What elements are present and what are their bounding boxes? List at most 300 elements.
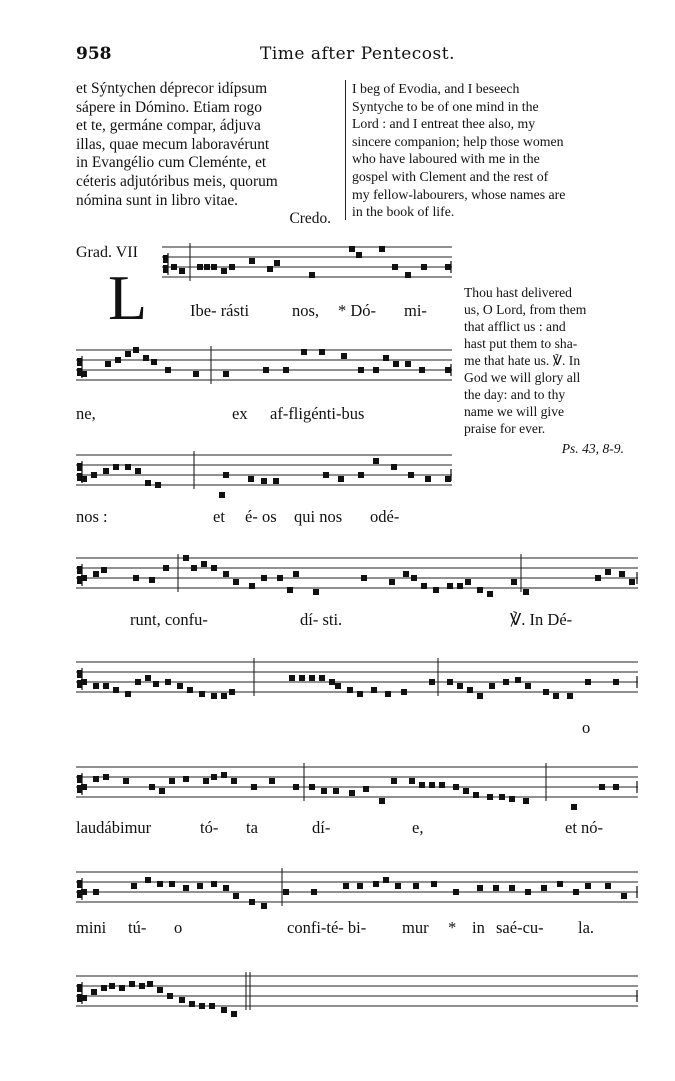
translation-line: hast put them to sha-	[464, 336, 578, 351]
neume	[445, 476, 451, 482]
translation-line: praise for ever.	[464, 421, 546, 436]
neume	[373, 458, 379, 464]
neume	[457, 683, 463, 689]
neume	[209, 1003, 215, 1009]
neume	[223, 571, 229, 577]
lyric-syllable: dí- sti.	[300, 610, 343, 629]
neume	[358, 472, 364, 478]
neume	[211, 565, 217, 571]
translation-line: Thou hast delivered	[464, 285, 572, 300]
neume	[309, 272, 315, 278]
neume	[445, 264, 451, 270]
neume	[131, 883, 137, 889]
neume	[385, 691, 391, 697]
lyric-syllable: tó-	[200, 818, 219, 837]
neume	[338, 476, 344, 482]
neume	[283, 367, 289, 373]
neume	[341, 353, 347, 359]
latin-line: et Sýntychen déprecor idípsum	[76, 80, 268, 97]
english-line: sincere companion; help those women	[352, 133, 564, 149]
neume	[289, 675, 295, 681]
neume	[81, 679, 87, 685]
neume	[249, 258, 255, 264]
neume	[273, 478, 279, 484]
column-divider	[345, 80, 346, 220]
neume	[115, 357, 121, 363]
neume	[525, 889, 531, 895]
neume	[293, 571, 299, 577]
gradual-translation	[464, 284, 642, 457]
lyric-syllable: ℣. In Dé-	[510, 610, 573, 629]
lyric-syllable: o	[582, 718, 591, 737]
neume	[433, 587, 439, 593]
lyric-syllable: qui nos	[294, 507, 343, 526]
neume	[229, 264, 235, 270]
lyric-syllable: et	[213, 507, 225, 526]
neume	[293, 784, 299, 790]
neume	[125, 464, 131, 470]
latin-line: illas, quae mecum laboravérunt	[76, 135, 270, 153]
english-line: Syntyche to be of one mind in the	[352, 98, 539, 114]
chant-staff	[162, 237, 452, 289]
neume	[309, 675, 315, 681]
neume	[233, 893, 239, 899]
neume	[599, 784, 605, 790]
neume	[509, 796, 515, 802]
neume	[231, 1011, 237, 1017]
neume	[453, 889, 459, 895]
lyric-syllable: la.	[578, 918, 595, 937]
neume	[113, 687, 119, 693]
neume	[221, 1007, 227, 1013]
neume	[211, 774, 217, 780]
neume	[523, 798, 529, 804]
neume	[221, 772, 227, 778]
neume	[357, 883, 363, 889]
neume	[557, 881, 563, 887]
lyric-syllable: Ibe- rásti	[190, 301, 250, 320]
gradual-label: Grad. VII	[76, 244, 138, 261]
lyric-syllable: ta	[246, 818, 258, 837]
neume	[343, 883, 349, 889]
neume	[81, 889, 87, 895]
latin-line: céteris adjutóribus meis, quorum	[76, 172, 278, 190]
neume	[119, 985, 125, 991]
neume	[321, 788, 327, 794]
neume	[223, 885, 229, 891]
neume	[429, 679, 435, 685]
neume	[103, 683, 109, 689]
neume	[503, 679, 509, 685]
chant-staff	[76, 445, 452, 497]
neume	[147, 981, 153, 987]
neume	[149, 784, 155, 790]
neume	[169, 881, 175, 887]
english-line: Lord : and I entreat thee also, my	[352, 116, 536, 132]
neume	[447, 583, 453, 589]
neume	[81, 784, 87, 790]
neume	[613, 784, 619, 790]
neume	[383, 877, 389, 883]
neume	[419, 782, 425, 788]
neume	[123, 778, 129, 784]
clef-mark	[77, 880, 82, 888]
neume	[361, 575, 367, 581]
chant-staff	[76, 757, 638, 809]
english-text-column	[352, 80, 642, 221]
neume	[169, 778, 175, 784]
neume	[309, 784, 315, 790]
neume	[153, 681, 159, 687]
neume	[605, 883, 611, 889]
english-line: my fellow-labourers, whose names are	[352, 186, 566, 202]
neume	[371, 687, 377, 693]
lyric-syllable: * Dó-	[338, 301, 377, 320]
neume	[139, 983, 145, 989]
neume	[515, 677, 521, 683]
neume	[113, 464, 119, 470]
neume	[233, 579, 239, 585]
neume	[219, 492, 225, 498]
neume	[319, 349, 325, 355]
neume	[543, 689, 549, 695]
neume	[358, 367, 364, 373]
lyric-syllable: o	[174, 918, 183, 937]
neume	[477, 693, 483, 699]
lyric-syllable: dí-	[312, 818, 331, 837]
neume	[155, 482, 161, 488]
neume	[403, 571, 409, 577]
neume	[619, 571, 625, 577]
neume	[261, 478, 267, 484]
neume	[165, 679, 171, 685]
neume	[183, 885, 189, 891]
chant-staff	[76, 966, 638, 1018]
neume	[211, 264, 217, 270]
neume	[277, 575, 283, 581]
english-line: who have laboured with me in the	[352, 151, 540, 167]
latin-text-column	[76, 80, 341, 229]
neume	[445, 367, 451, 373]
lyric-syllable: confi-té- bi-	[287, 918, 367, 937]
lyric-syllable: et nó-	[565, 818, 604, 837]
neume	[91, 989, 97, 995]
neume	[231, 778, 237, 784]
neume	[585, 679, 591, 685]
neume	[429, 782, 435, 788]
english-line: in the book of life.	[352, 204, 455, 220]
neume	[183, 776, 189, 782]
latin-line: sápere in Dómino. Etiam rogo	[76, 98, 262, 116]
neume	[391, 464, 397, 470]
neume	[287, 587, 293, 593]
lyric-syllable: mini	[76, 918, 107, 937]
neume	[171, 264, 177, 270]
neume	[363, 786, 369, 792]
neume	[163, 565, 169, 571]
lyric-syllable: nos,	[292, 301, 320, 320]
neume	[335, 683, 341, 689]
neume	[133, 575, 139, 581]
lyric-syllable: e,	[412, 818, 424, 837]
neume	[313, 589, 319, 595]
neume	[421, 583, 427, 589]
lyric-syllable: mur	[402, 918, 429, 937]
neume	[81, 476, 87, 482]
neume	[477, 587, 483, 593]
neume	[489, 683, 495, 689]
clef-mark	[77, 775, 82, 783]
neume	[145, 877, 151, 883]
neume	[329, 679, 335, 685]
neume	[197, 264, 203, 270]
neume	[405, 361, 411, 367]
clef-mark	[163, 255, 168, 263]
translation-line: God we will glory all	[464, 370, 581, 385]
lyric-syllable: *	[448, 918, 457, 937]
neume	[311, 889, 317, 895]
neume	[401, 689, 407, 695]
initial-letter: L	[108, 262, 148, 333]
neume	[249, 899, 255, 905]
neume	[357, 691, 363, 697]
neume	[157, 987, 163, 993]
neume	[525, 683, 531, 689]
neume	[248, 476, 254, 482]
neume	[409, 778, 415, 784]
translation-line: me that hate us. ℣. In	[464, 353, 581, 368]
neume	[91, 472, 97, 478]
neume	[105, 361, 111, 367]
clef-mark	[77, 984, 82, 992]
neume	[411, 575, 417, 581]
neume	[487, 591, 493, 597]
neume	[567, 693, 573, 699]
neume	[93, 889, 99, 895]
neume	[267, 266, 273, 272]
neume	[159, 788, 165, 794]
neume	[323, 472, 329, 478]
neume	[101, 985, 107, 991]
chant-staff	[76, 548, 638, 600]
neume	[467, 687, 473, 693]
lyric-syllable: é- os	[245, 507, 277, 526]
lyric-syllable: tú-	[128, 918, 147, 937]
neume	[319, 675, 325, 681]
neume	[151, 359, 157, 365]
neume	[203, 778, 209, 784]
neume	[487, 794, 493, 800]
neume	[221, 693, 227, 699]
neume	[274, 260, 280, 266]
neume	[189, 1001, 195, 1007]
neume	[197, 883, 203, 889]
neume	[149, 577, 155, 583]
neume	[135, 468, 141, 474]
neume	[405, 272, 411, 278]
neume	[299, 675, 305, 681]
translation-line: name we will give	[464, 404, 565, 419]
translation-line: that afflict us : and	[464, 319, 566, 334]
neume	[167, 993, 173, 999]
neume	[93, 776, 99, 782]
neume	[251, 784, 257, 790]
chant-staff	[76, 862, 638, 914]
neume	[199, 691, 205, 697]
neume	[493, 885, 499, 891]
neume	[425, 476, 431, 482]
neume	[465, 579, 471, 585]
neume	[263, 367, 269, 373]
lyric-syllable: af-fligénti-bus	[270, 404, 365, 423]
neume	[439, 782, 445, 788]
neume	[379, 246, 385, 252]
neume	[211, 881, 217, 887]
neume	[135, 679, 141, 685]
neume	[229, 689, 235, 695]
latin-line: nómina sunt in libro vitae.	[76, 191, 239, 209]
neume	[477, 885, 483, 891]
neume	[143, 355, 149, 361]
neume	[391, 778, 397, 784]
neume	[199, 1003, 205, 1009]
neume	[447, 679, 453, 685]
neume	[431, 881, 437, 887]
neume	[165, 367, 171, 373]
neume	[393, 361, 399, 367]
neume	[283, 889, 289, 895]
neume	[221, 268, 227, 274]
neume	[473, 792, 479, 798]
neume	[571, 804, 577, 810]
neume	[553, 693, 559, 699]
neume	[392, 264, 398, 270]
lyric-syllable: mi-	[404, 301, 427, 320]
neume	[145, 675, 151, 681]
neume	[129, 981, 135, 987]
neume	[93, 683, 99, 689]
neume	[373, 367, 379, 373]
clef-mark	[77, 463, 82, 471]
psalm-reference: Ps. 43, 8-9.	[561, 441, 624, 456]
neume	[179, 997, 185, 1003]
credo-rubric: Credo.	[289, 210, 331, 228]
neume	[356, 252, 362, 258]
lyric-syllable: odé-	[370, 507, 400, 526]
english-line: gospel with Clement and the rest of	[352, 168, 549, 184]
lyric-syllable: runt, confu-	[130, 610, 208, 629]
neume	[621, 893, 627, 899]
clef-mark	[77, 566, 82, 574]
neume	[463, 788, 469, 794]
neume	[613, 679, 619, 685]
neume	[93, 571, 99, 577]
lyric-syllable: ex	[232, 404, 248, 423]
lyric-syllable: in	[472, 918, 485, 937]
neume	[301, 349, 307, 355]
neume	[204, 264, 210, 270]
neume	[191, 565, 197, 571]
neume	[81, 371, 87, 377]
lyric-syllable: saé-cu-	[496, 918, 544, 937]
neume	[373, 881, 379, 887]
lyric-syllable: ne,	[76, 404, 96, 423]
chant-staff	[76, 340, 452, 392]
latin-line: in Evangélio cum Cleménte, et	[76, 154, 267, 172]
lyric-syllable: laudábimur	[76, 818, 152, 837]
neume	[413, 883, 419, 889]
neume	[183, 555, 189, 561]
neume	[541, 885, 547, 891]
neume	[585, 883, 591, 889]
neume	[595, 575, 601, 581]
neume	[261, 575, 267, 581]
neume	[509, 885, 515, 891]
neume	[125, 351, 131, 357]
clef-mark	[163, 265, 168, 273]
neume	[347, 687, 353, 693]
neume	[133, 347, 139, 353]
neume	[511, 579, 517, 585]
neume	[177, 683, 183, 689]
neume	[383, 355, 389, 361]
neume	[523, 589, 529, 595]
neume	[457, 583, 463, 589]
neume	[157, 881, 163, 887]
neume	[81, 995, 87, 1001]
neume	[109, 983, 115, 989]
clef-mark	[77, 670, 82, 678]
neume	[101, 567, 107, 573]
neume	[421, 264, 427, 270]
chant-staff	[76, 652, 638, 704]
neume	[193, 371, 199, 377]
neume	[605, 569, 611, 575]
neume	[395, 883, 401, 889]
neume	[419, 367, 425, 373]
neume	[261, 903, 267, 909]
neume	[81, 575, 87, 581]
neume	[125, 691, 131, 697]
neume	[269, 778, 275, 784]
neume	[499, 794, 505, 800]
neume	[201, 561, 207, 567]
neume	[629, 579, 635, 585]
neume	[573, 889, 579, 895]
neume	[249, 583, 255, 589]
neume	[349, 246, 355, 252]
neume	[179, 268, 185, 274]
clef-mark	[77, 358, 82, 366]
lyric-syllable: nos :	[76, 507, 108, 526]
latin-line: et te, germáne compar, ádjuva	[76, 117, 261, 135]
neume	[333, 788, 339, 794]
page-number: 958	[76, 44, 112, 64]
translation-line: the day: and to thy	[464, 387, 566, 402]
translation-line: us, O Lord, from them	[464, 302, 587, 317]
neume	[389, 579, 395, 585]
neume	[187, 687, 193, 693]
neume	[379, 798, 385, 804]
neume	[223, 472, 229, 478]
neume	[349, 790, 355, 796]
english-line: I beg of Evodia, and I beseech	[352, 81, 520, 96]
neume	[211, 693, 217, 699]
neume	[408, 472, 414, 478]
neume	[145, 480, 151, 486]
neume	[223, 371, 229, 377]
neume	[103, 774, 109, 780]
